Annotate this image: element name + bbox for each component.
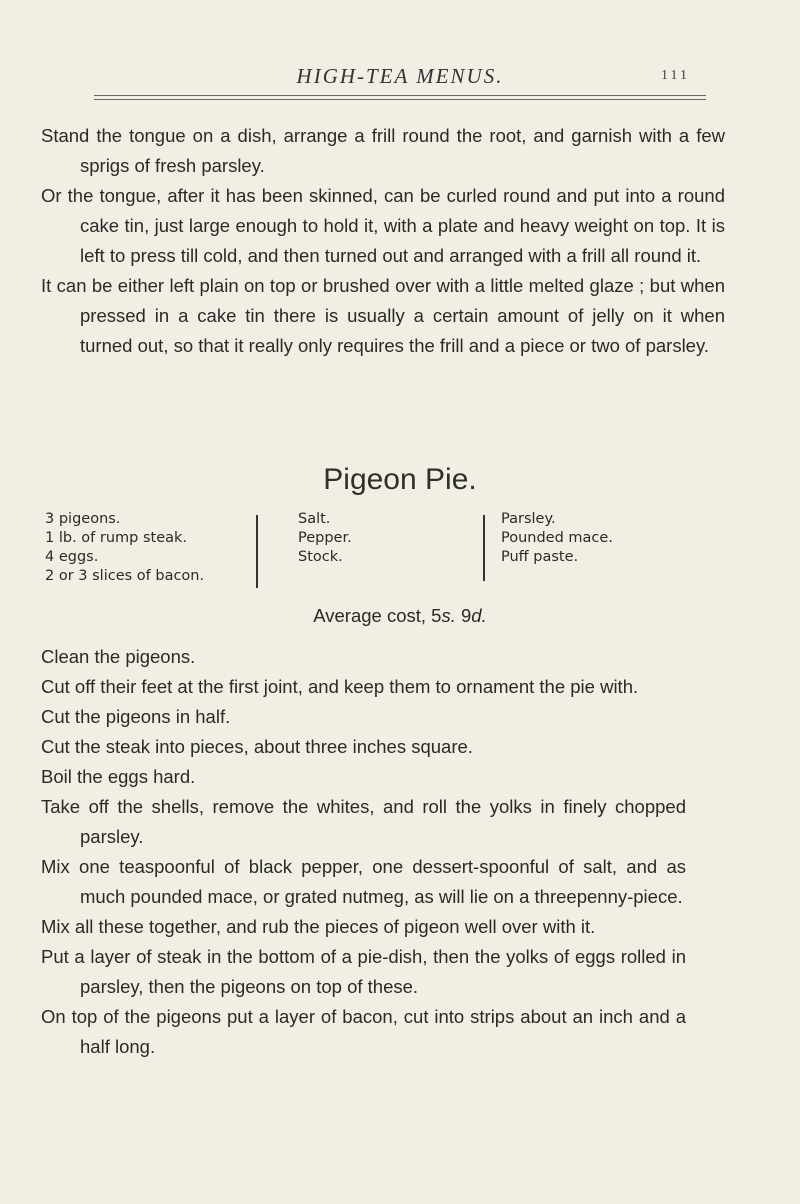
ingredients-column-1 [45,510,204,586]
column-divider [256,515,258,588]
ingredient-item: Pounded mace. [501,530,613,546]
cost-pence: 9 [461,605,472,626]
intro-paragraph: Stand the tongue on a dish, arrange a frill round the root, and garnish with a few sprigs of fresh parsley. [41,125,725,176]
recipe-step: Cut the steak into pieces, about three inches square. [41,736,473,757]
cost-pence-unit: d. [471,605,487,626]
recipe-step: Boil the eggs hard. [41,766,196,787]
ingredient-item: Stock. [298,549,343,565]
ingredients-column-2 [298,510,352,567]
ingredient-item: Pepper. [298,530,352,546]
header-rule-bottom [94,99,706,100]
header-rule-top [94,95,706,96]
ingredient-item: Parsley. [501,511,556,527]
average-cost [0,603,800,629]
recipe-title: Pigeon Pie. [323,463,477,496]
running-title: HIGH-TEA MENUS. [296,64,504,88]
recipe-step: Clean the pigeons. [41,646,196,667]
column-divider [483,515,485,581]
intro-paragraph: It can be either left plain on top or brushed over with a little melted glaze ; but when pressed in a cake tin there is usually a certain amount of jelly on it when turned out, so that it really only requires the frill and a piece or two of parsley. [41,275,725,356]
page-number: 111 [661,68,690,83]
ingredient-item: Salt. [298,511,331,527]
recipe-step: Mix one teaspoonful of black pepper, one dessert-spoonful of salt, and as much pounded mace, or grated nutmeg, as will lie on a threepenny-piece. [41,856,686,907]
intro-paragraph: Or the tongue, after it has been skinned, can be curled round and put into a round cake tin, just large enough to hold it, with a plate and heavy weight on top. It is left to press till cold, and then turned out and arranged with a frill all round it. [41,185,725,266]
ingredient-item: 1 lb. of rump steak. [45,530,188,546]
recipe-step: Take off the shells, remove the whites, and roll the yolks in finely chopped parsley. [41,796,686,847]
recipe-step: Mix all these together, and rub the pieces of pigeon well over with it. [41,916,596,937]
ingredients-column-3 [501,510,613,567]
recipe-step: Cut off their feet at the first joint, and keep them to ornament the pie with. [41,676,639,697]
ingredient-item: 3 pigeons. [45,511,121,527]
cost-shillings-unit: s. [441,605,456,626]
ingredient-item: 2 or 3 slices of bacon. [45,568,205,584]
recipe-step: Cut the pigeons in half. [41,706,231,727]
recipe-step: Put a layer of steak in the bottom of a pie-dish, then the yolks of eggs rolled in parsley, then the pigeons on top of these. [41,946,686,997]
recipe-step: On top of the pigeons put a layer of bacon, cut into strips about an inch and a half long. [41,1006,686,1057]
ingredient-item: Puff paste. [501,549,579,565]
cost-label: Average cost, [313,605,427,626]
recipe-steps [41,642,686,1062]
ingredient-item: 4 eggs. [45,549,99,565]
cost-shillings: 5 [431,605,442,626]
running-header [0,64,800,94]
